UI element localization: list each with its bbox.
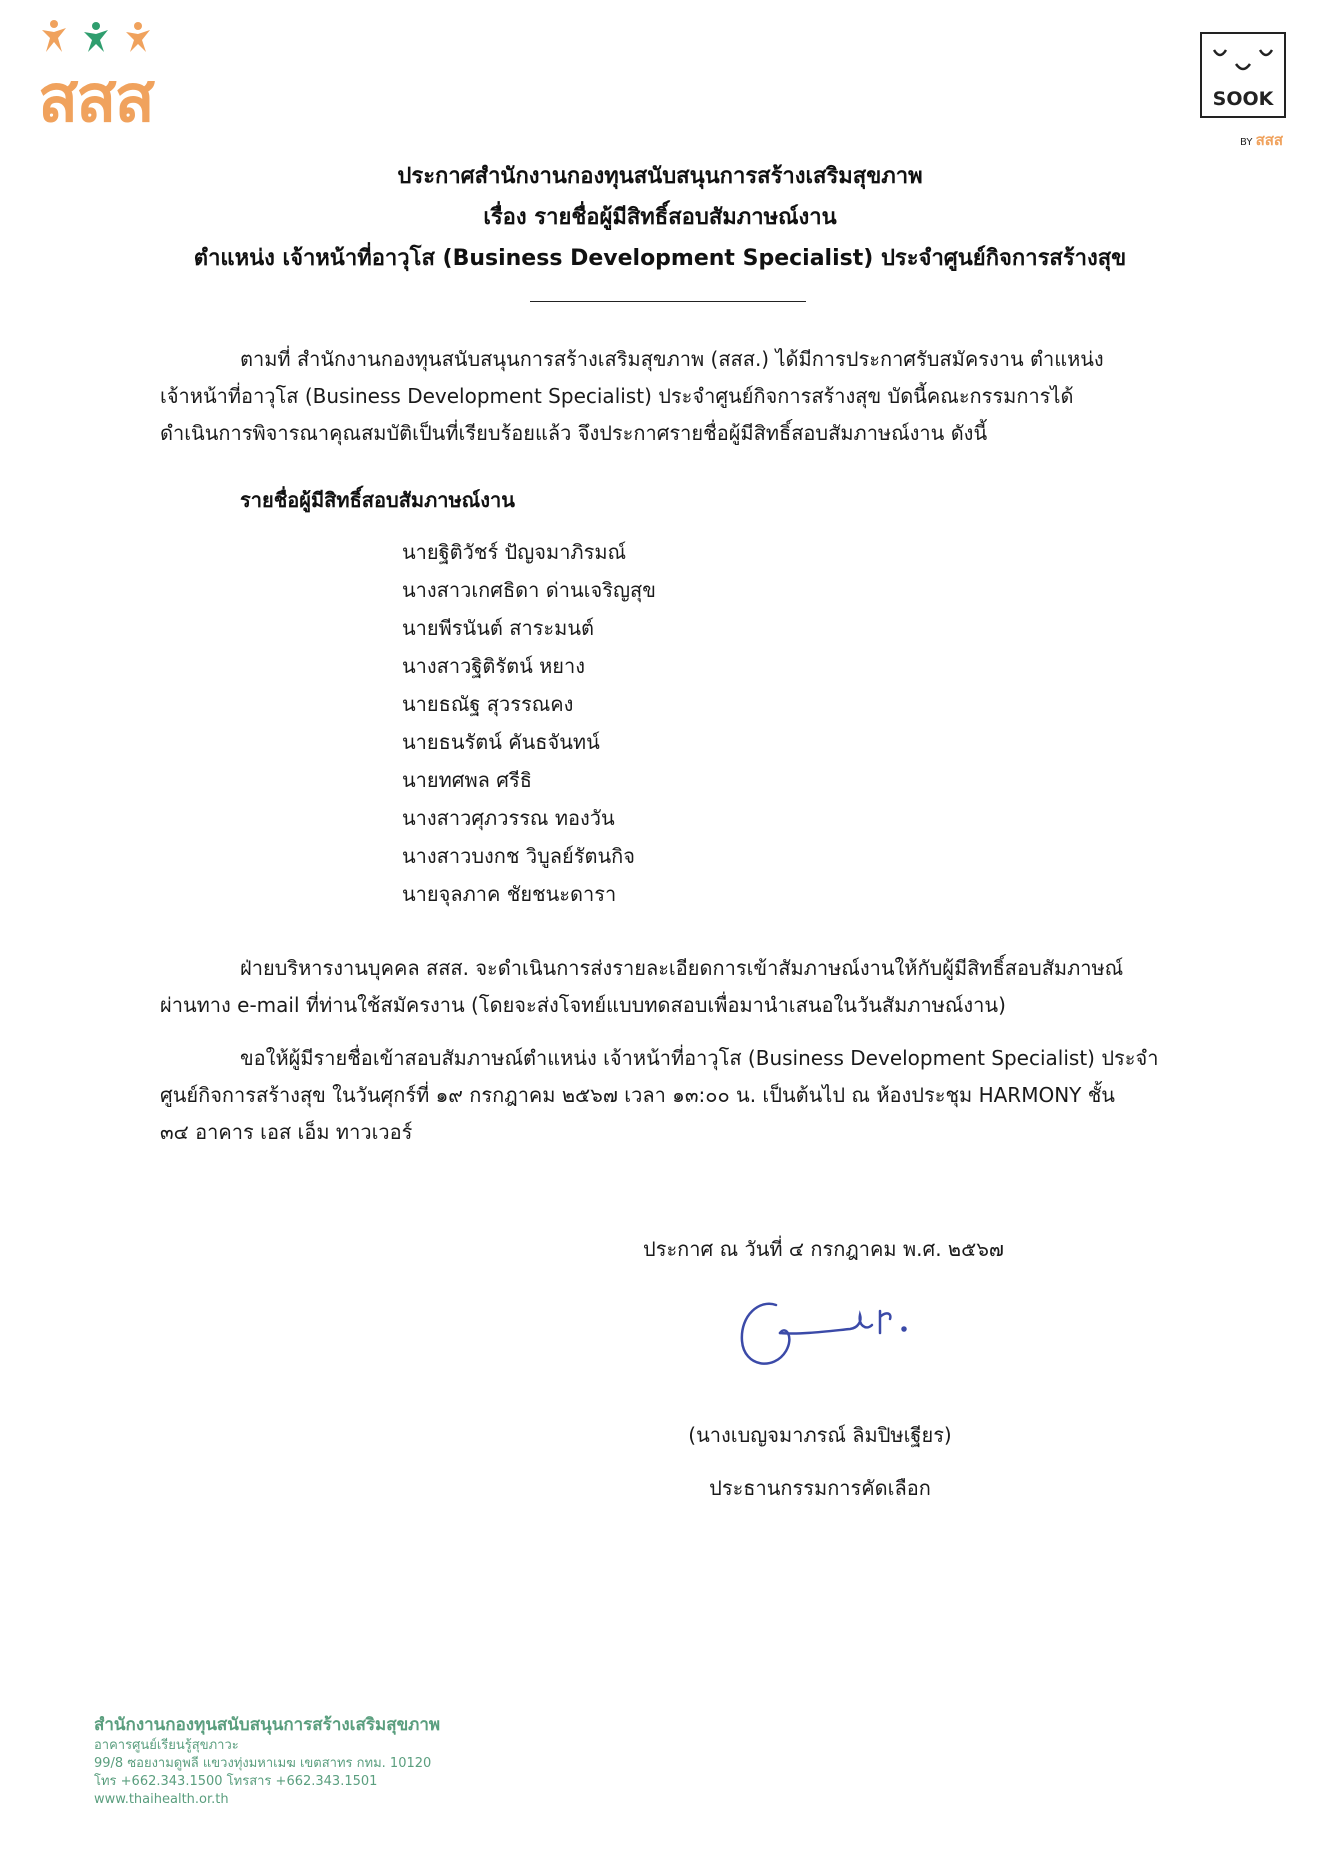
intro-line-2: เจ้าหน้าที่อาวุโส (Business Development Specialist) ประจำศูนย์กิจการสร้างสุข บัดนี้คณะกรรมการได้ bbox=[160, 384, 1074, 408]
announcement-title bbox=[120, 156, 1200, 279]
candidate-name: นายธณัฐ สุวรรณคง bbox=[402, 692, 574, 716]
title-divider bbox=[530, 301, 806, 302]
schedule-paragraph bbox=[160, 1040, 1170, 1151]
title-line-1: ประกาศสำนักงานกองทุนสนับสนุนการสร้างเสริมสุขภาพ bbox=[397, 164, 923, 189]
schedule-line-2: ศูนย์กิจการสร้างสุข ในวันศุกร์ที่ ๑๙ กรกฎาคม ๒๕๖๗ เวลา ๑๓:๐๐ น. เป็นต้นไป ณ ห้องประชุม HARMONY ชั้น bbox=[160, 1083, 1115, 1107]
candidate-name: นางสาวศุภวรรณ ทองวัน bbox=[402, 806, 615, 830]
footer-phone: โทร +662.343.1500 โทรสาร +662.343.1501 bbox=[94, 1774, 378, 1789]
schedule-line-3: ๓๔ อาคาร เอส เอ็ม ทาวเวอร์ bbox=[160, 1120, 413, 1144]
signer-name: (นางเบญจมาภรณ์ ลิมปิษเฐียร) bbox=[688, 1423, 952, 1447]
candidate-name: นางสาวบงกช วิบูลย์รัตนกิจ bbox=[402, 844, 635, 868]
candidate-name: นายจุลภาค ชัยชนะดารา bbox=[402, 882, 617, 906]
candidate-name: นายฐิติวัชร์ ปัญจมาภิรมณ์ bbox=[402, 540, 627, 564]
candidate-name: นางสาวเกศธิดา ด่านเจริญสุข bbox=[402, 578, 656, 602]
footer-contact bbox=[94, 1713, 440, 1809]
hr-notice-paragraph bbox=[160, 950, 1170, 1024]
handwritten-signature bbox=[720, 1285, 930, 1385]
sook-logo bbox=[1200, 32, 1292, 147]
candidate-name: นายพีรนันต์ สาระมนต์ bbox=[402, 616, 595, 640]
sook-logo-text: SOOK bbox=[1212, 88, 1274, 110]
sook-by-line bbox=[1240, 128, 1283, 152]
thaihealth-logo bbox=[38, 18, 213, 137]
signer-position: ประธานกรรมการคัดเลือก bbox=[709, 1476, 931, 1500]
candidate-name: นางสาวฐิติรัตน์ หยาง bbox=[402, 654, 586, 678]
footer-building: อาคารศูนย์เรียนรู้สุขภาวะ bbox=[94, 1738, 239, 1753]
by-label: BY bbox=[1240, 137, 1253, 148]
logo-wordmark: สสส bbox=[38, 60, 153, 137]
hr-notice-line-1: ฝ่ายบริหารงานบุคคล สสส. จะดำเนินการส่งรายละเอียดการเข้าสัมภาษณ์งานให้กับผู้มีสิทธิ์สอบสัมภาษณ์ bbox=[240, 956, 1124, 980]
title-line-2: เรื่อง รายชื่อผู้มีสิทธิ์สอบสัมภาษณ์งาน bbox=[483, 205, 837, 230]
footer-org-name: สำนักงานกองทุนสนับสนุนการสร้างเสริมสุขภาพ bbox=[94, 1715, 441, 1735]
smile-face-icon bbox=[1202, 38, 1284, 88]
candidate-list bbox=[402, 533, 656, 913]
sook-logo-box bbox=[1200, 32, 1286, 118]
announcement-date: ประกาศ ณ วันที่ ๔ กรกฎาคม พ.ศ. ๒๕๖๗ bbox=[643, 1237, 1004, 1261]
footer-address: 99/8 ซอยงามดูพลี แขวงทุ่งมหาเมฆ เขตสาทร กทม. 10120 bbox=[94, 1756, 432, 1771]
candidate-name: นายทศพล ศรีธิ bbox=[402, 768, 532, 792]
title-line-3: ตำแหน่ง เจ้าหน้าที่อาวุโส (Business Development Specialist) ประจำศูนย์กิจการสร้างสุข bbox=[193, 246, 1127, 271]
footer-website[interactable]: www.thaihealth.or.th bbox=[94, 1792, 229, 1807]
intro-line-1: ตามที่ สำนักงานกองทุนสนับสนุนการสร้างเสริมสุขภาพ (สสส.) ได้มีการประกาศรับสมัครงาน ตำแหน่ง bbox=[240, 347, 1104, 371]
intro-line-3: ดำเนินการพิจารณาคุณสมบัติเป็นที่เรียบร้อยแล้ว จึงประกาศรายชื่อผู้มีสิทธิ์สอบสัมภาษณ์งาน ดังนี้ bbox=[160, 421, 988, 445]
candidate-name: นายธนรัตน์ คันธจันทน์ bbox=[402, 730, 600, 754]
intro-paragraph bbox=[160, 341, 1170, 452]
hr-notice-line-2: ผ่านทาง e-mail ที่ท่านใช้สมัครงาน (โดยจะส่งโจทย์แบบทดสอบเพื่อมานำเสนอในวันสัมภาษณ์งาน) bbox=[160, 993, 1006, 1017]
by-brand: สสส bbox=[1255, 131, 1284, 149]
schedule-line-1: ขอให้ผู้มีรายชื่อเข้าสอบสัมภาษณ์ตำแหน่ง เจ้าหน้าที่อาวุโส (Business Development Specialist) ประจำ bbox=[240, 1046, 1159, 1070]
candidates-heading: รายชื่อผู้มีสิทธิ์สอบสัมภาษณ์งาน bbox=[240, 488, 515, 512]
